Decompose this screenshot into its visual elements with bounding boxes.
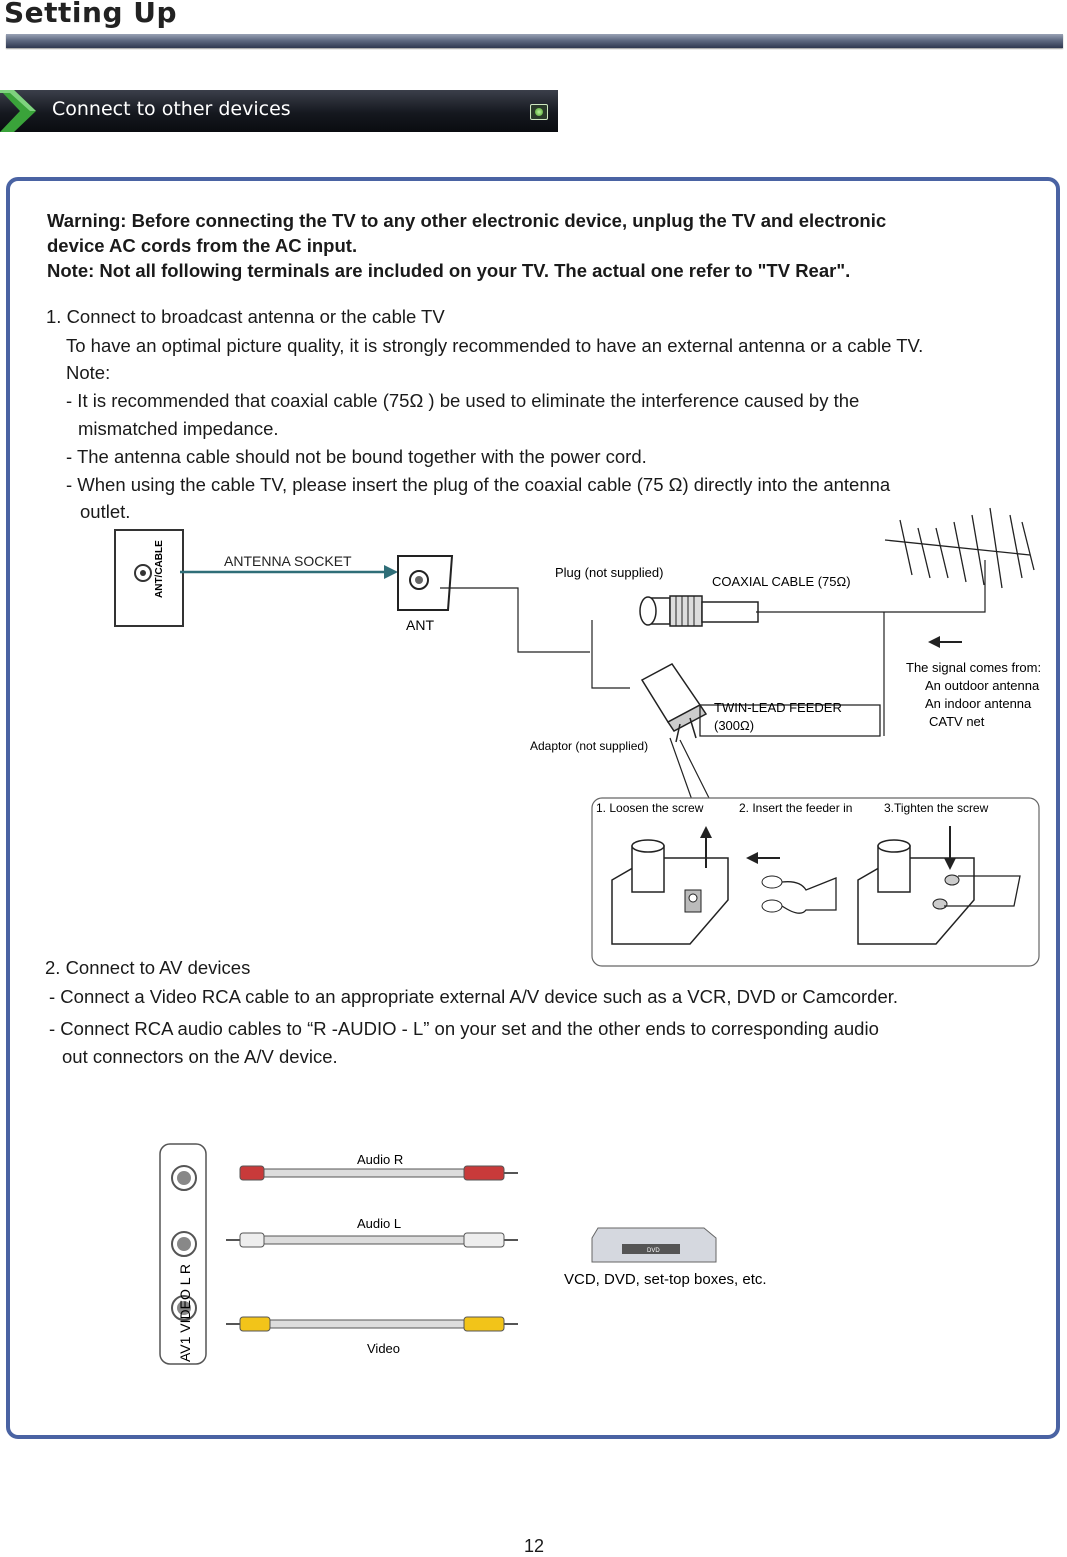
rca-jack-icon: [172, 1232, 196, 1256]
rca-jack-icon: [172, 1166, 196, 1190]
audio-r-cable: [240, 1166, 518, 1180]
cable-label: Audio L: [357, 1216, 402, 1231]
av-diagram: [0, 1130, 1067, 1380]
cable-label: Video: [367, 1341, 401, 1356]
coax-label: COAXIAL CABLE (75Ω): [712, 574, 851, 589]
cable-label: Audio R: [357, 1152, 404, 1167]
antenna-heading: 1. Connect to broadcast antenna or the cable TV: [46, 306, 445, 327]
step-label: 1. Loosen the screw: [596, 801, 704, 815]
note-item: outlet.: [80, 501, 131, 522]
page-number: 12: [524, 1536, 545, 1556]
av-item: out connectors on the A/V device.: [62, 1046, 338, 1067]
note-item: - The antenna cable should not be bound together with the power cord.: [66, 446, 647, 467]
antenna-icon: [885, 508, 1034, 588]
signal-item: CATV net: [929, 714, 985, 729]
note-item: mismatched impedance.: [78, 418, 279, 439]
warning-line: Warning: Before connecting the TV to any other electronic device, unplug the TV and electronic: [47, 210, 887, 231]
twin-lead-label: (300Ω): [714, 718, 755, 733]
note-item: - It is recommended that coaxial cable (75Ω ) be used to eliminate the interference caused by the: [66, 390, 860, 411]
dvd-player-icon: [592, 1228, 716, 1262]
section-title: Connect to other devices: [52, 98, 291, 120]
audio-l-cable: [226, 1233, 518, 1247]
dvd-badge: DVD: [647, 1248, 660, 1254]
signal-heading: The signal comes from:: [906, 660, 1042, 675]
arrow-right-icon: [384, 565, 398, 579]
socket-label: ANTENNA SOCKET: [224, 553, 352, 569]
coax-plug-icon: [640, 596, 758, 626]
arrow-left-icon: [928, 636, 940, 648]
signal-item: An outdoor antenna: [925, 678, 1040, 693]
av-item: - Connect a Video RCA cable to an appropriate external A/V device such as a VCR, DVD or Camcorder.: [49, 986, 899, 1007]
step-label: 2. Insert the feeder in: [739, 801, 853, 815]
av-panel-label: AV1 VIDEO L R: [177, 1263, 193, 1362]
panel-label: ANT/CABLE: [154, 540, 165, 598]
note-line: Note: Not all following terminals are included on your TV. The actual one refer to "TV Rear".: [47, 260, 851, 281]
video-cable: [226, 1317, 518, 1331]
warning-line: device AC cords from the AC input.: [47, 235, 358, 256]
antenna-intro: To have an optimal picture quality, it is strongly recommended to have an external antenna or a cable TV.: [66, 335, 924, 356]
plug-label: Plug (not supplied): [555, 565, 664, 580]
adaptor-label: Adaptor (not supplied): [530, 739, 649, 753]
av-heading: 2. Connect to AV devices: [45, 957, 251, 978]
page-title: Setting Up: [4, 0, 178, 29]
note-item: - When using the cable TV, please insert the plug of the coaxial cable (75 Ω) directly into the antenna: [66, 474, 891, 495]
ant-label: ANT: [406, 617, 434, 633]
note-label: Note:: [66, 362, 111, 383]
signal-item: An indoor antenna: [925, 696, 1032, 711]
step-label: 3.Tighten the screw: [884, 801, 989, 815]
av-item: - Connect RCA audio cables to “R -AUDIO - L” on your set and the other ends to corresponding audio: [49, 1018, 879, 1039]
twin-lead-label: TWIN-LEAD FEEDER: [714, 700, 842, 715]
device-label: VCD, DVD, set-top boxes, etc.: [564, 1271, 767, 1288]
